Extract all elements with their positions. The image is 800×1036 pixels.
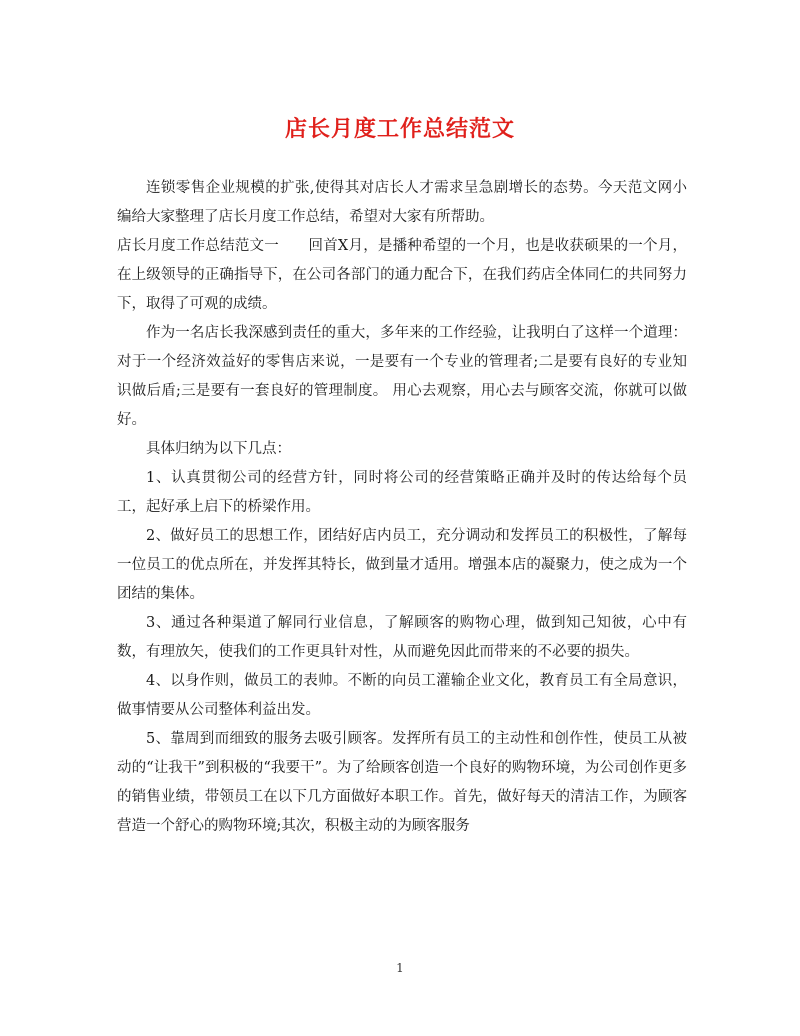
paragraph-intro: 连锁零售企业规模的扩张,使得其对店长人才需求呈急剧增长的态势。今天范文网小编给大家整理了店长月度工作总结，希望对大家有所帮助。 [117, 180, 687, 225]
list-item-point-2: 2、做好员工的思想工作，团结好店内员工，充分调动和发挥员工的积极性，了解每一位员工的优点所在，并发挥其特长，做到量才适用。增强本店的凝聚力，使之成为一个团结的集体。 [117, 528, 687, 602]
list-item-point-1: 1、认真贯彻公司的经营方针，同时将公司的经营策略正确并及时的传达给每个员工，起好承上启下的桥梁作用。 [117, 470, 687, 515]
list-item-point-4: 4、以身作则，做员工的表帅。不断的向员工灌输企业文化，教育员工有全局意识，做事情要从公司整体利益出发。 [117, 673, 687, 718]
paragraph-sample-one: 店长月度工作总结范文一 回首X月，是播种希望的一个月，也是收获硕果的一个月，在上级领导的正确指导下，在公司各部门的通力配合下，在我们药店全体同仁的共同努力下，取得了可观的成绩。 [117, 238, 687, 312]
list-item-point-3: 3、通过各种渠道了解同行业信息，了解顾客的购物心理，做到知己知彼，心中有数，有理放矢，使我们的工作更具针对性，从而避免因此而带来的不必要的损失。 [117, 615, 687, 660]
list-item-point-5: 5、靠周到而细致的服务去吸引顾客。发挥所有员工的主动性和创作性，使员工从被动的“让我干”到积极的“我要干”。为了给顾客创造一个良好的购物环境，为公司创作更多的销售业绩，带领员工在以下几方面做好本职工作。首先，做好每天的清洁工作，为顾客营造一个舒心的购物环境;其次，积极主动的为顾客服务 [117, 731, 687, 834]
document-body [117, 174, 687, 841]
paragraph-store-manager-duty: 作为一名店长我深感到责任的重大，多年来的工作经验，让我明白了这样一个道理：对于一个经济效益好的零售店来说，一是要有一个专业的管理者;二是要有良好的专业知识做后盾;三是要有一套良好的管理制度。 用心去观察，用心去与顾客交流，你就可以做好。 [117, 325, 687, 428]
paragraph-summary-heading: 具体归纳为以下几点： [146, 441, 291, 457]
page-number: 1 [396, 961, 404, 975]
document-title: 店长月度工作总结范文 [284, 116, 515, 142]
